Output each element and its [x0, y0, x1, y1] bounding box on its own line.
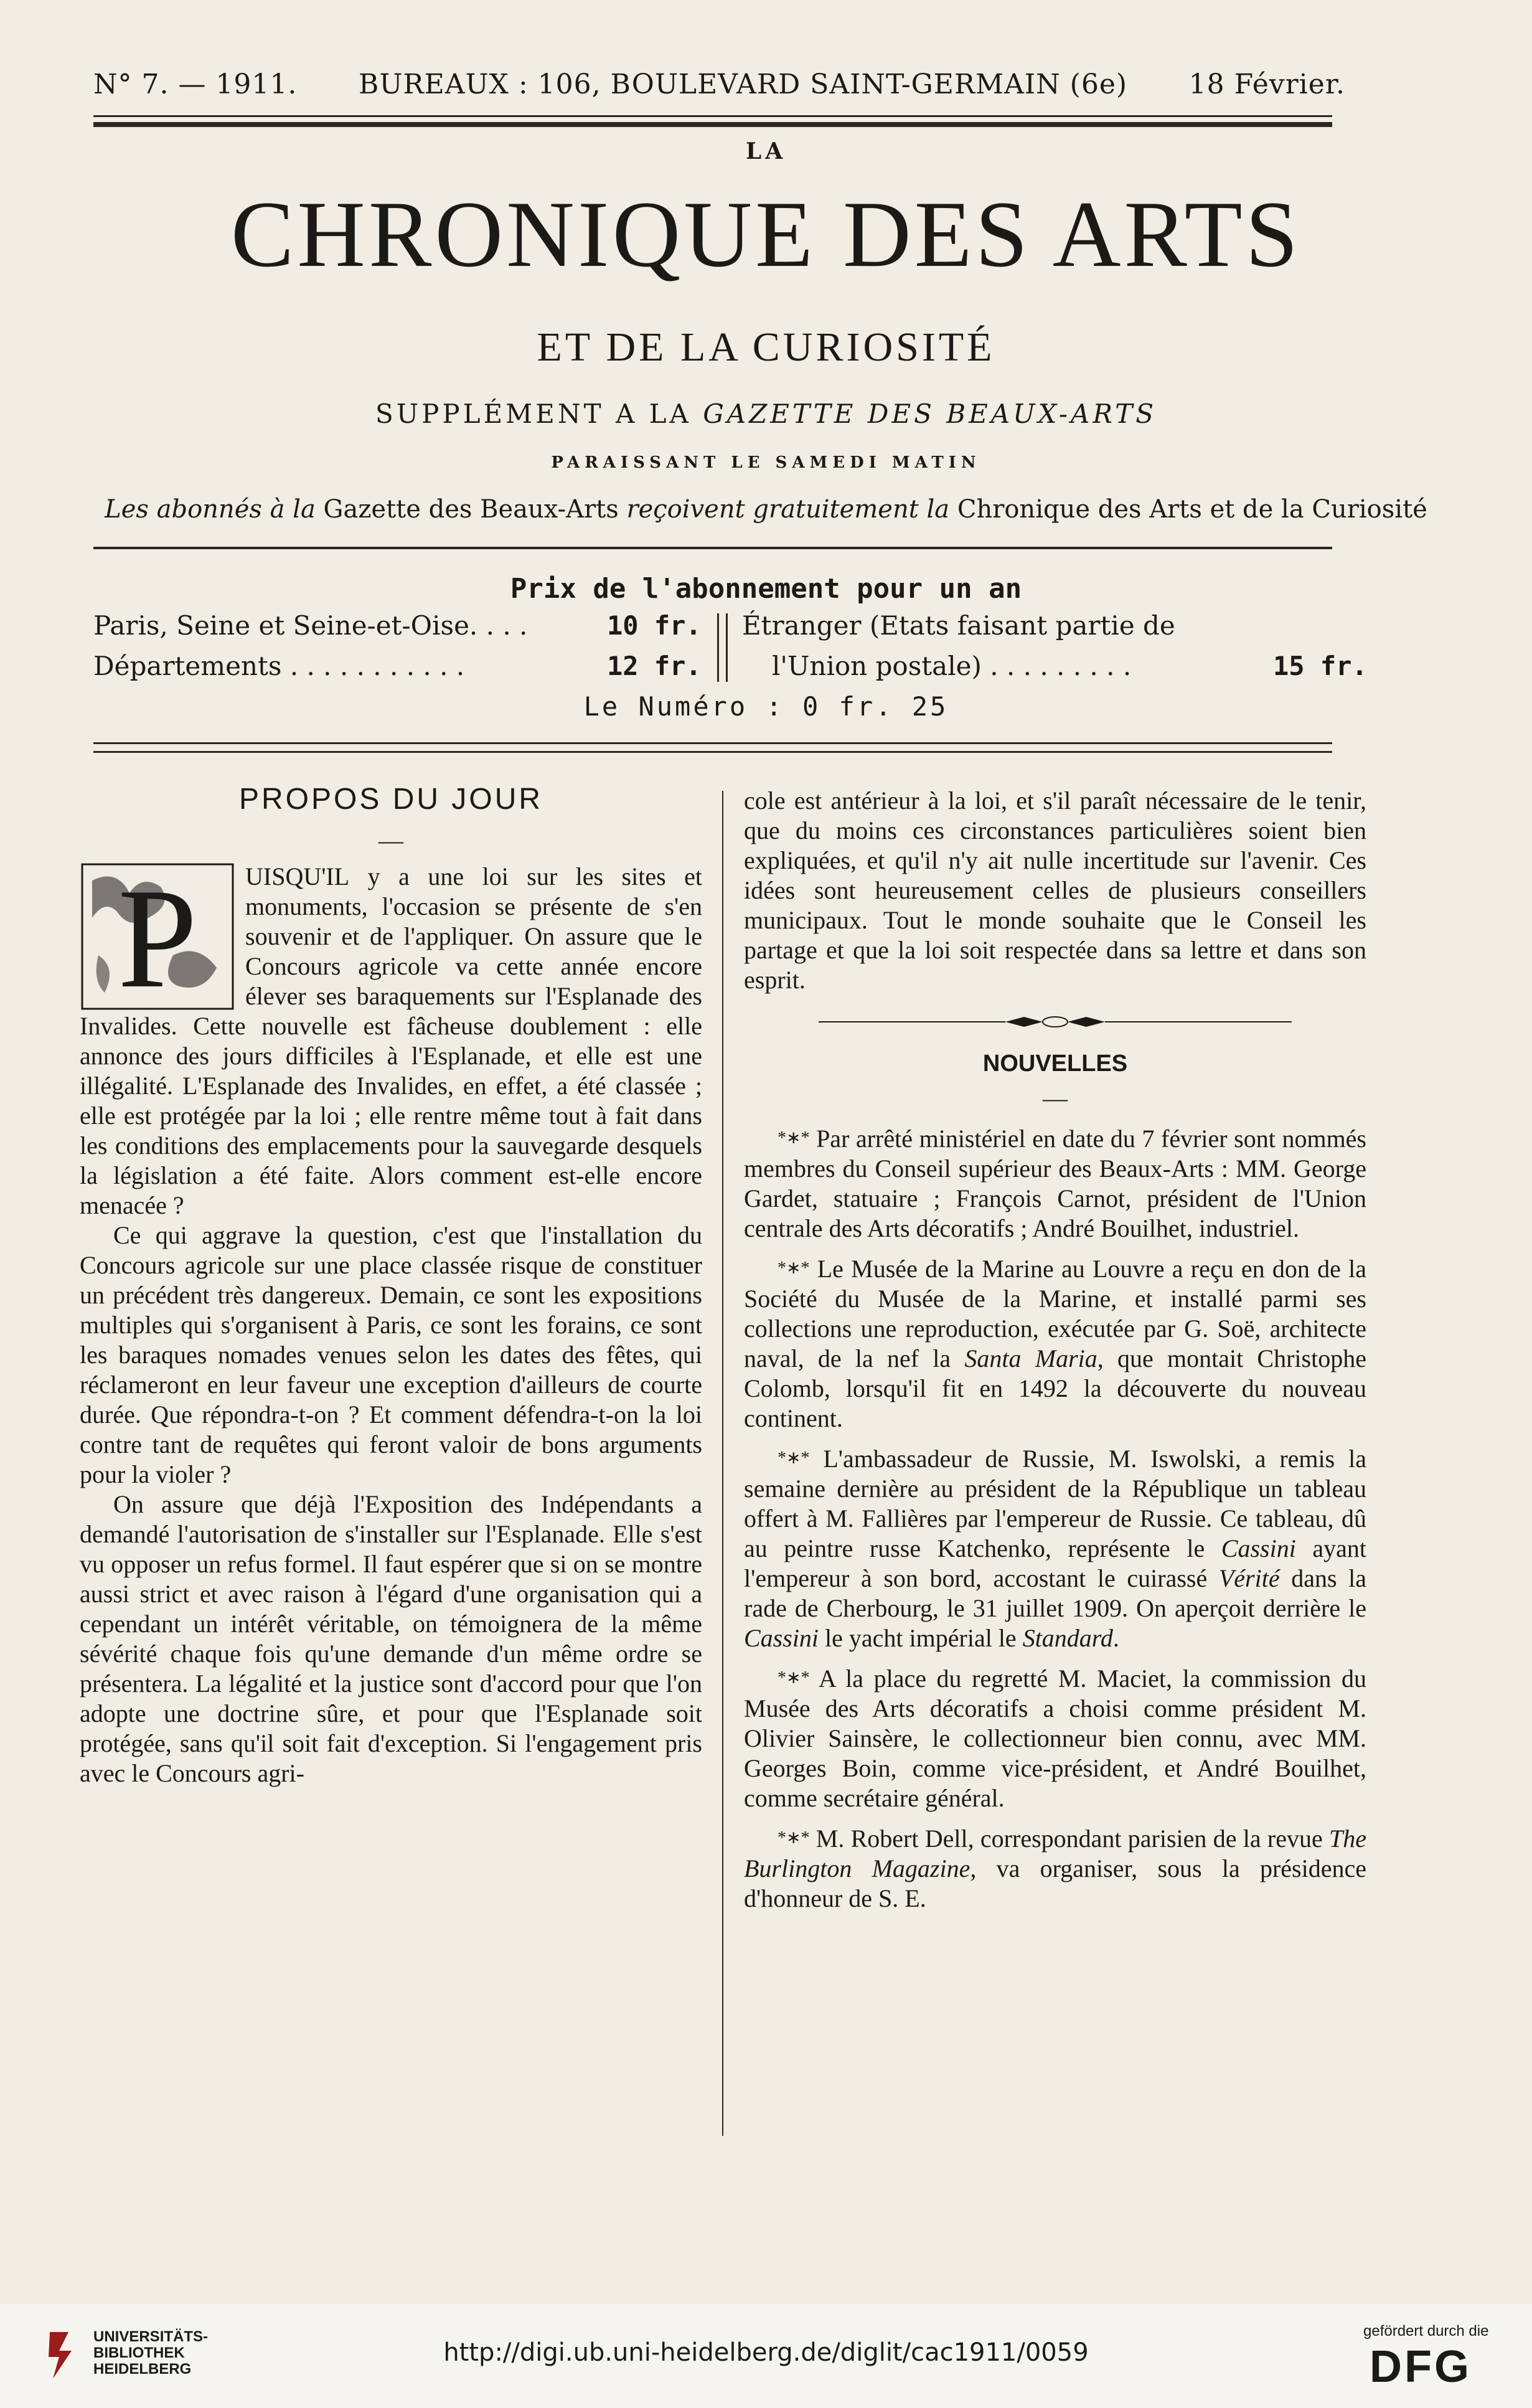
tarif-etranger-line2: l'Union postale) . . . . . . . . . — [772, 651, 1132, 681]
column-divider — [722, 791, 723, 2136]
nouvelle-2-text-a: Le Musée de la Marine au Louvre a reçu en don de la Société du Musée de la Marine, et installé parmi ses collections une reproduction, exécutée par G. Soë, architecte naval, de la nef la — [744, 1255, 1366, 1372]
nouvelle-5-text-b: , va organiser, sous la présidence d'honneur de S. E. — [744, 1854, 1367, 1912]
ornament-divider-icon — [819, 1014, 1292, 1029]
nouvelle-5 — [744, 1823, 1366, 1914]
nouvelle-4 — [744, 1663, 1366, 1813]
tarif-dept-price: 12 fr. — [607, 651, 702, 681]
propos-dash: — — [378, 826, 403, 854]
nouvelle-3-text-a: L'ambassadeur de Russie, M. Iswolski, a remis la semaine dernière au président de la République un tableau offert à M. Fallières par l'empereur de Russie. Ce tableau, dû au peintre russe Katchenko, représente le — [744, 1445, 1366, 1562]
dfg-logo: DFG — [1370, 2342, 1472, 2392]
nouvelle-3-text-b: ayant l'empereur à son bord, accostant le cuirassé — [744, 1534, 1366, 1592]
rule-top-2 — [93, 122, 1332, 127]
paraissant-line: PARAISSANT LE SAMEDI MATIN — [551, 453, 981, 472]
nouvelles-title: NOUVELLES — [982, 1051, 1128, 1077]
masthead-topline — [93, 68, 1345, 112]
nouvelles-dash: — — [1043, 1084, 1068, 1112]
nouvelle-3-italic-4: Standard — [1022, 1624, 1113, 1652]
dropcap-letter: P — [118, 862, 197, 1011]
nouvelle-3-italic-3: Cassini — [744, 1624, 819, 1652]
abonnes-part-4: Chronique des Arts et de la Curiosité — [949, 495, 1427, 524]
rule-mid-2 — [93, 742, 1332, 744]
asterism-icon: *∗* — [778, 1828, 810, 1848]
propos-paragraph-3: On assure que déjà l'Exposition des Indépendants a demandé l'autorisation de s'installer sur l'Esplanade. Elle s'est vu opposer un refus formel. Il faut espérer que si on se montre aussi strict et avec raison à l'égard d'une organisation qui a cependant un intérêt véritable, on témoignera de la même sévérité chaque fois qu'une demande d'un même ordre se présentera. La légalité et la justice sont d'accord pour que l'on adopte une doctrine sûre, et pour que l'Esplanade soit protégée, sans qu'il soit fait d'exception. Si l'engagement pris avec le Concours agri- — [80, 1490, 702, 1787]
tarif-paris-price: 10 fr. — [607, 610, 702, 641]
nouvelle-4-text: A la place du regretté M. Maciet, la commission du Musée des Arts décoratifs a choisi comme président M. Olivier Sainsère, le collectionneur bien connu, avec MM. Georges Boin, comme vice-président, et André Bouilhet, comme secrétaire général. — [744, 1664, 1366, 1812]
masthead-title: CHRONIQUE DES ARTS — [230, 182, 1302, 286]
right-column — [744, 786, 1366, 1914]
tarif-divider-2 — [726, 613, 728, 682]
dropcap-p-icon — [80, 862, 235, 1011]
nouvelle-3-text-e: . — [1112, 1624, 1119, 1652]
issue-date: 18 Février. — [1188, 68, 1345, 100]
asterism-icon: *∗* — [778, 1128, 810, 1148]
university-line-1: UNIVERSITÄTS- — [93, 2328, 209, 2345]
numero-price: Le Numéro : 0 fr. 25 — [583, 691, 949, 722]
abonnes-part-3: reçoivent gratuitement la — [626, 495, 950, 524]
supplement-text: SUPPLÉMENT A LA — [375, 399, 703, 429]
nouvelle-3-italic-1: Cassini — [1221, 1534, 1296, 1562]
asterism-icon: *∗* — [778, 1448, 810, 1468]
abonnes-line — [0, 495, 1532, 524]
propos-paragraph-3-cont: cole est antérieur à la loi, et s'il paraît nécessaire de le tenir, que du moins ces circonstances particulières soient bien expliquées, et qu'il n'y ait nulle incertitude sur l'avenir. Ces idées sont heureusement celles de plusieurs conseillers municipaux. Tout le monde souhaite que le Conseil les partage et que la loi soit respectée dans sa lettre et dans son esprit. — [744, 786, 1366, 994]
tarif-paris-label: Paris, Seine et Seine-et-Oise. . . . — [93, 610, 528, 641]
nouvelle-3 — [744, 1443, 1366, 1653]
nouvelle-1-text: Par arrêté ministériel en date du 7 février sont nommés membres du Conseil supérieur des Beaux-Arts : MM. George Gardet, statuaire ; François Carnot, président de l'Union centrale des Arts décoratifs ; André Bouilhet, industriel. — [744, 1125, 1366, 1242]
nouvelle-2 — [744, 1254, 1366, 1433]
tarif-dept-label: Départements . . . . . . . . . . . — [93, 651, 465, 681]
rule-mid-1 — [93, 547, 1332, 549]
asterism-icon: *∗* — [778, 1668, 810, 1688]
nouvelle-1 — [744, 1123, 1366, 1244]
nouvelle-5-text-a: M. Robert Dell, correspondant parisien de la revue — [815, 1825, 1330, 1853]
abonnes-part-1: Les abonnés à la — [105, 495, 316, 524]
tarif-divider-1 — [717, 613, 719, 682]
nouvelle-2-ship-name: Santa Maria — [964, 1344, 1097, 1372]
funding-note: gefördert durch die — [1363, 2323, 1489, 2340]
nouvelle-3-italic-2: Vérité — [1218, 1564, 1280, 1592]
nouvelle-3-text-c: dans la rade de Cherbourg, le 31 juillet 1909. On aperçoit derrière le — [744, 1564, 1367, 1622]
nouvelle-2-text-b: , que montait Christophe Colomb, lorsqu'il fit en 1492 la découverte du nouveau continent. — [744, 1344, 1366, 1432]
propos-paragraph-2: Ce qui aggrave la question, c'est que l'installation du Concours agricole sur une place classée risque de constituer un précédent très dangereux. Demain, ce sont les expositions multiples qui s'organisent à Paris, ce sont les forains, ce sont les baraques nomades venues selon les dates des fêtes, qui réclameront en leur faveur une exception d'ailleurs de courte durée. Que répondra-t-on ? Et comment défendra-t-on la loi contre tant de requêtes qui feront valoir de bons arguments pour la violer ? — [80, 1221, 702, 1488]
university-line-2: BIBLIOTHEK — [93, 2344, 185, 2361]
issue-number: N° 7. — 1911. — [93, 68, 298, 100]
abonnes-part-2: Gazette des Beaux-Arts — [315, 495, 627, 524]
rule-mid-3 — [93, 751, 1332, 753]
masthead-subtitle: ET DE LA CURIOSITÉ — [537, 324, 995, 370]
rule-top-1 — [93, 115, 1332, 117]
supplement-line — [0, 399, 1532, 429]
footer-url-link[interactable]: http://digi.ub.uni-heidelberg.de/diglit/cac1911/0059 — [443, 2338, 1089, 2367]
propos-lead: UISQU'IL — [245, 862, 350, 890]
propos-p1-text: y a une loi sur les sites et monuments, l'occasion se présente de s'en souvenir et de l'appliquer. On assure que le Concours agricole va cette année encore élever ses baraquements sur l'Esplanade des Invalides. Cette nouvelle est fâcheuse doublement : elle annonce des jours difficiles à l'Esplanade, et elle est une illégalité. L'Esplanade des Invalides, en effet, a été classée ; elle est protégée par la loi ; elle rentre même tout à fait dans les conditions des emplacements pour la sauvegarde desquels la législation a été faite. Alors comment est-elle encore menacée ? — [80, 862, 702, 1219]
asterism-icon: *∗* — [778, 1258, 810, 1278]
nouvelle-3-text-d: le yacht impérial le — [819, 1624, 1023, 1652]
subscription-heading: Prix de l'abonnement pour un an — [510, 573, 1022, 605]
tarif-etranger-price: 15 fr. — [1273, 651, 1368, 681]
nouvelle-5-magazine: The Burlington Magazine — [744, 1825, 1367, 1882]
propos-title: PROPOS DU JOUR — [238, 783, 543, 816]
university-line-3: HEIDELBERG — [93, 2361, 192, 2377]
supplement-gazette: GAZETTE DES BEAUX-ARTS — [703, 399, 1157, 429]
left-column — [80, 785, 702, 1788]
masthead-la: LA — [745, 138, 787, 164]
section-ornament — [744, 1006, 1366, 1036]
tarif-etranger-line1: Étranger (Etats faisant partie de — [742, 610, 1175, 641]
bureaux-address: BUREAUX : 106, BOULEVARD SAINT-GERMAIN (6e) — [359, 68, 1128, 100]
dropcap-ornament — [80, 862, 235, 1011]
